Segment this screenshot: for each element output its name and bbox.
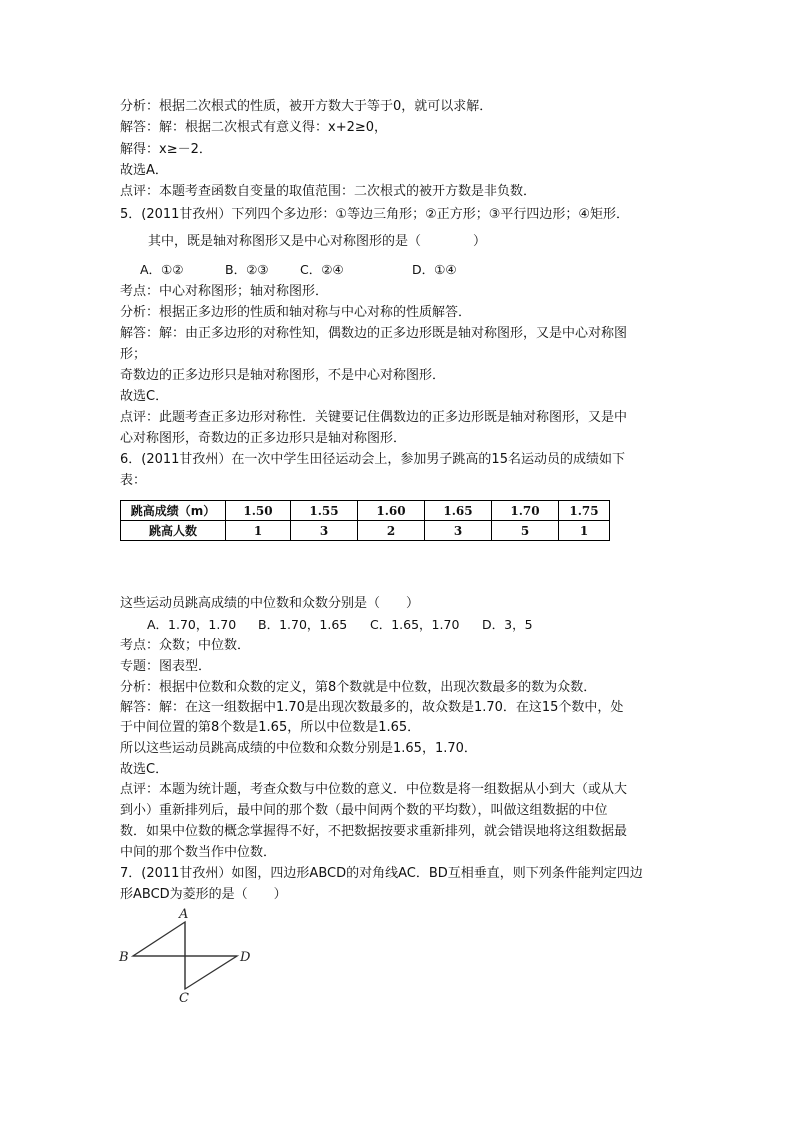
q7-stem-line-2: 形ABCD为菱形的是（ ） xyxy=(120,887,287,902)
table-cell-count: 3 xyxy=(291,521,358,541)
q5-analysis: 分析：根据正多边形的性质和轴对称与中心对称的性质解答． xyxy=(120,305,472,320)
q7-stem-line-1: 7．(2011甘孜州）如图，四边形ABCD的对角线AC．BD互相垂直，则下列条件能判定四边 xyxy=(120,866,643,881)
q5-option-a: A．①② xyxy=(140,262,184,277)
q6-question: 这些运动员跳高成绩的中位数和众数分别是（ ） xyxy=(120,596,420,611)
rhombus-figure xyxy=(112,905,262,1005)
q6-option-d: D．3，5 xyxy=(482,617,533,632)
table-cell-score: 1.75 xyxy=(559,501,610,521)
table-header-count: 跳高人数 xyxy=(121,521,226,541)
q6-stem-line-1: 6．(2011甘孜州）在一次中学生田径运动会上，参加男子跳高的15名运动员的成绩如下 xyxy=(120,452,625,467)
table-row-counts xyxy=(121,521,610,541)
q5-stem-line-1: 5．(2011甘孜州）下列四个多边形：①等边三角形；②正方形；③平行四边形；④矩形． xyxy=(120,207,630,222)
q6-zhuanti: 专题：图表型． xyxy=(120,659,212,674)
q5-comment-line-1: 点评：此题考查正多边形对称性．关键要记住偶数边的正多边形既是轴对称图形，又是中 xyxy=(120,410,628,425)
q5-option-b: B．②③ xyxy=(225,262,269,277)
q6-stem-line-2: 表： xyxy=(120,473,147,488)
q5-answer: 故选C． xyxy=(120,389,169,404)
q6-solution-line-1: 解答：解：在这一组数据中1.70是出现次数最多的，故众数是1.70．在这15个数中，处 xyxy=(120,700,624,715)
q4-solution-line-2: 解得：x≥－2． xyxy=(120,142,212,157)
score-table xyxy=(120,500,610,541)
table-header-score: 跳高成绩（m） xyxy=(121,501,226,521)
q4-comment: 点评：本题考查函数自变量的取值范围：二次根式的被开方数是非负数． xyxy=(120,184,537,199)
q6-solution-line-3: 所以这些运动员跳高成绩的中位数和众数分别是1.65，1.70． xyxy=(120,741,477,756)
q6-option-a: A．1.70，1.70 xyxy=(147,617,237,632)
q4-answer: 故选A． xyxy=(120,163,168,178)
q6-answer: 故选C． xyxy=(120,762,169,777)
q6-kaodian: 考点：众数；中位数． xyxy=(120,638,251,653)
table-cell-count: 1 xyxy=(226,521,291,541)
q5-comment-line-2: 心对称图形，奇数边的正多边形只是轴对称图形． xyxy=(120,431,407,446)
q5-solution-line-1: 解答：解：由正多边形的对称性知，偶数边的正多边形既是轴对称图形，又是中心对称图 xyxy=(120,326,628,341)
q6-comment-line-1: 点评：本题为统计题，考查众数与中位数的意义．中位数是将一组数据从小到大（或从大 xyxy=(120,782,628,797)
q5-option-d: D．①④ xyxy=(412,262,457,277)
vertex-label-c: C xyxy=(179,991,189,1005)
q6-option-b: B．1.70，1.65 xyxy=(258,617,348,632)
table-row-scores xyxy=(121,501,610,521)
q5-kaodian: 考点：中心对称图形；轴对称图形． xyxy=(120,284,329,299)
vertex-label-d: D xyxy=(240,950,251,965)
table-cell-count: 1 xyxy=(559,521,610,541)
vertex-label-a: A xyxy=(179,907,189,922)
table-cell-count: 2 xyxy=(358,521,425,541)
q4-analysis: 分析：根据二次根式的性质，被开方数大于等于0，就可以求解． xyxy=(120,99,493,114)
q6-comment-line-2: 到小）重新排列后，最中间的那个数（最中间两个数的平均数），叫做这组数据的中位 xyxy=(120,803,608,818)
q6-comment-line-4: 中间的那个数当作中位数． xyxy=(120,845,277,860)
q6-option-c: C．1.65，1.70 xyxy=(370,617,460,632)
table-cell-score: 1.70 xyxy=(492,501,559,521)
vertex-label-b: B xyxy=(119,950,129,965)
table-cell-score: 1.60 xyxy=(358,501,425,521)
q6-solution-line-2: 于中间位置的第8个数是1.65，所以中位数是1.65． xyxy=(120,720,421,735)
q6-comment-line-3: 数．如果中位数的概念掌握得不好，不把数据按要求重新排列，就会错误地将这组数据最 xyxy=(120,824,628,839)
q6-analysis: 分析：根据中位数和众数的定义，第8个数就是中位数，出现次数最多的数为众数． xyxy=(120,680,597,695)
table-cell-score: 1.50 xyxy=(226,501,291,521)
table-cell-count: 3 xyxy=(425,521,492,541)
q5-solution-line-2: 形； xyxy=(120,347,147,362)
q4-solution-line-1: 解答：解：根据二次根式有意义得：x+2≥0， xyxy=(120,120,388,135)
q5-stem-line-2: 其中，既是轴对称图形又是中心对称图形的是（ ） xyxy=(148,234,487,249)
q5-solution-line-3: 奇数边的正多边形只是轴对称图形，不是中心对称图形． xyxy=(120,368,446,383)
table-cell-score: 1.65 xyxy=(425,501,492,521)
table-cell-score: 1.55 xyxy=(291,501,358,521)
table-cell-count: 5 xyxy=(492,521,559,541)
q5-option-c: C．②④ xyxy=(300,262,344,277)
